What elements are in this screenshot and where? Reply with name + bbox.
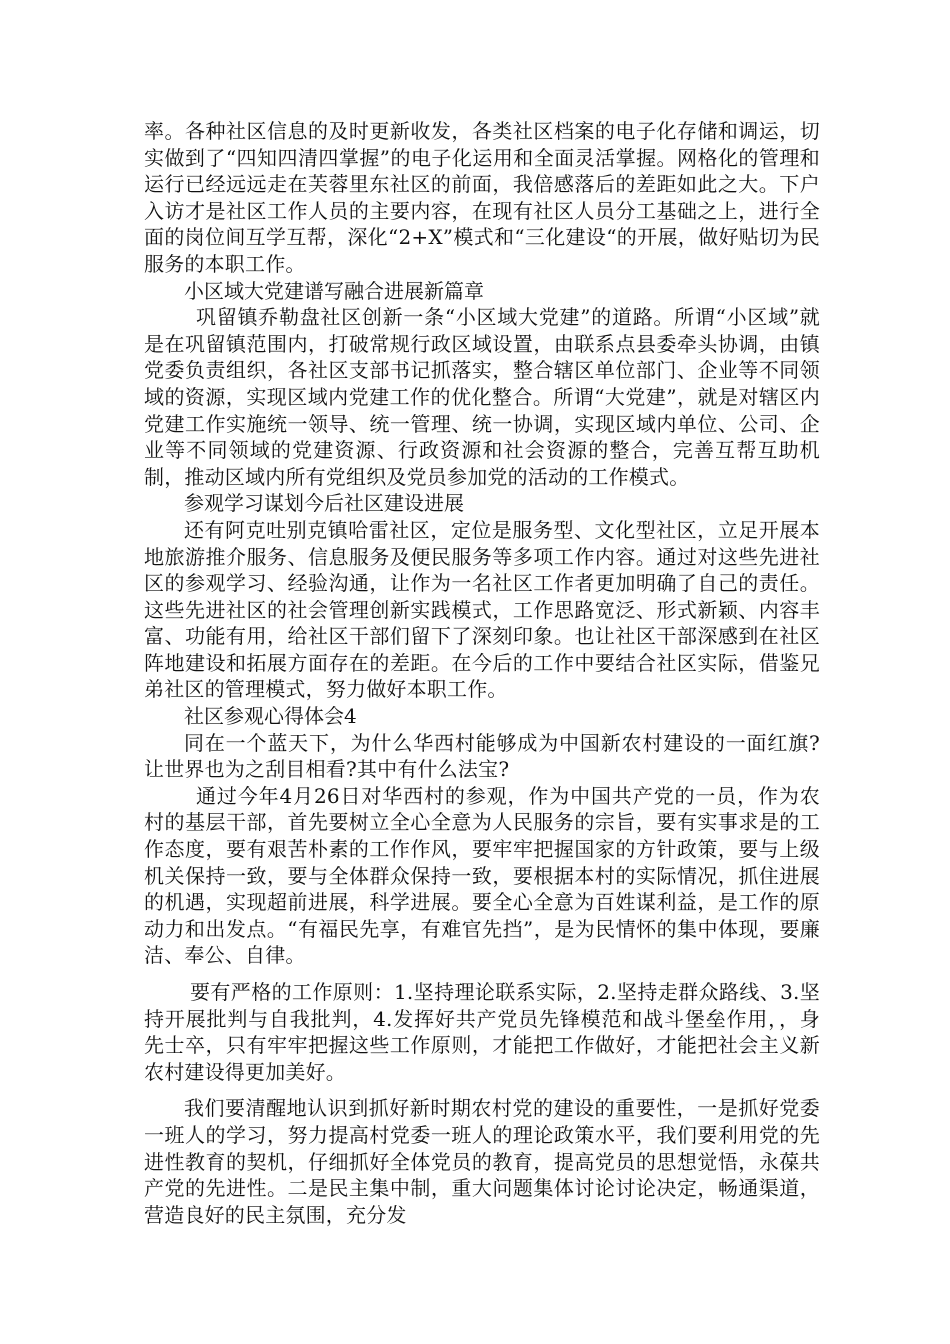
paragraph-small-region-party-building: 巩留镇乔勒盘社区创新一条“小区域大党建”的道路。所谓“小区域”就是在巩留镇范围内，打破常规行政区域设置，由联系点县委牵头协调，由镇党委负责组织，各社区支部书记抓落实，整合辖区单位部门、企业等不同领域的资源，实现区域内党建工作的优化整合。所谓“大党建”，就是对辖区内党建工作实施统一领导、统一管理、统一协调，实现区域内单位、公司、企业等不同领域的党建资源、行政资源和社会资源的整合，完善互帮互助机制，推动区域内所有党组织及党员参加党的活动的工作模式。 bbox=[144, 305, 820, 489]
paragraph-grid-management: 率。各种社区信息的及时更新收发，各类社区档案的电子化存储和调运，切实做到了“四知四清四掌握”的电子化运用和全面灵活掌握。网格化的管理和运行已经远远走在芙蓉里东社区的前面，我倍感落后的差距如此之大。下户入访才是社区工作人员的主要内容，在现有社区人员分工基础之上，进行全面的岗位间互学互帮，深化“2+X”模式和“三化建设“的开展，做好贴切为民服务的本职工作。 bbox=[144, 119, 820, 276]
section-heading-party-building: 小区域大党建谱写融合进展新篇章 bbox=[184, 278, 484, 303]
document-page bbox=[144, 118, 820, 1228]
paragraph-work-principles: 要有严格的工作原则：1.坚持理论联系实际，2.坚持走群众路线、3.坚持开展批判与自我批判，4.发挥好共产党员先锋模范和战斗堡垒作用，，身先士卒，只有牢牢把握这些工作原则，才能把工作做好，才能把社会主义新农村建设得更加美好。 bbox=[144, 980, 820, 1084]
section-heading-study-visit: 参观学习谋划今后社区建设进展 bbox=[184, 491, 464, 516]
section-heading-experience-4: 社区参观心得体会4 bbox=[184, 704, 357, 729]
paragraph-huaxi-visit: 通过今年4月26日对华西村的参观，作为中国共产党的一员，作为农村的基层干部，首先要树立全心全意为人民服务的宗旨，要有实事求是的工作态度，要有艰苦朴素的工作作风，要牢牢把握国家的方针政策，要与上级机关保持一致，要与全体群众保持一致，要根据本村的实际情况，抓住进展的机遇，实现超前进展，科学进展。要全心全意为百姓谋利益，是工作的原动力和出发点。“有福民先享，有难官先挡”，是为民情怀的集中体现，要廉洁、奉公、自律。 bbox=[144, 783, 820, 968]
paragraph-party-construction: 我们要清醒地认识到抓好新时期农村党的建设的重要性，一是抓好党委一班人的学习，努力提高村党委一班人的理论政策水平，我们要利用党的先进性教育的契机，仔细抓好全体党员的教育，提高党员的思想觉悟，永葆共产党的先进性。二是民主集中制，重大问题集体讨论讨论决定，畅通渠道，营造良好的民主氛围，充分发 bbox=[144, 1096, 820, 1227]
paragraph-spacer bbox=[144, 1085, 820, 1095]
paragraph-harei-community: 还有阿克吐别克镇哈雷社区，定位是服务型、文化型社区，立足开展本地旅游推介服务、信息服务及便民服务等多项工作内容。通过对这些先进社区的参观学习、经验沟通，让作为一名社区工作者更加明确了自己的责任。这些先进社区的社会管理创新实践模式，工作思路宽泛、形式新颖、内容丰富、功能有用，给社区干部们留下了深刻印象。也让社区干部深感到在社区阵地建设和拓展方面存在的差距。在今后的工作中要结合社区实际，借鉴兄弟社区的管理模式，努力做好本职工作。 bbox=[144, 517, 820, 702]
paragraph-spacer bbox=[144, 969, 820, 979]
paragraph-huaxi-question: 同在一个蓝天下，为什么华西村能够成为中国新农村建设的一面红旗?让世界也为之刮目相看?其中有什么法宝? bbox=[144, 730, 820, 782]
